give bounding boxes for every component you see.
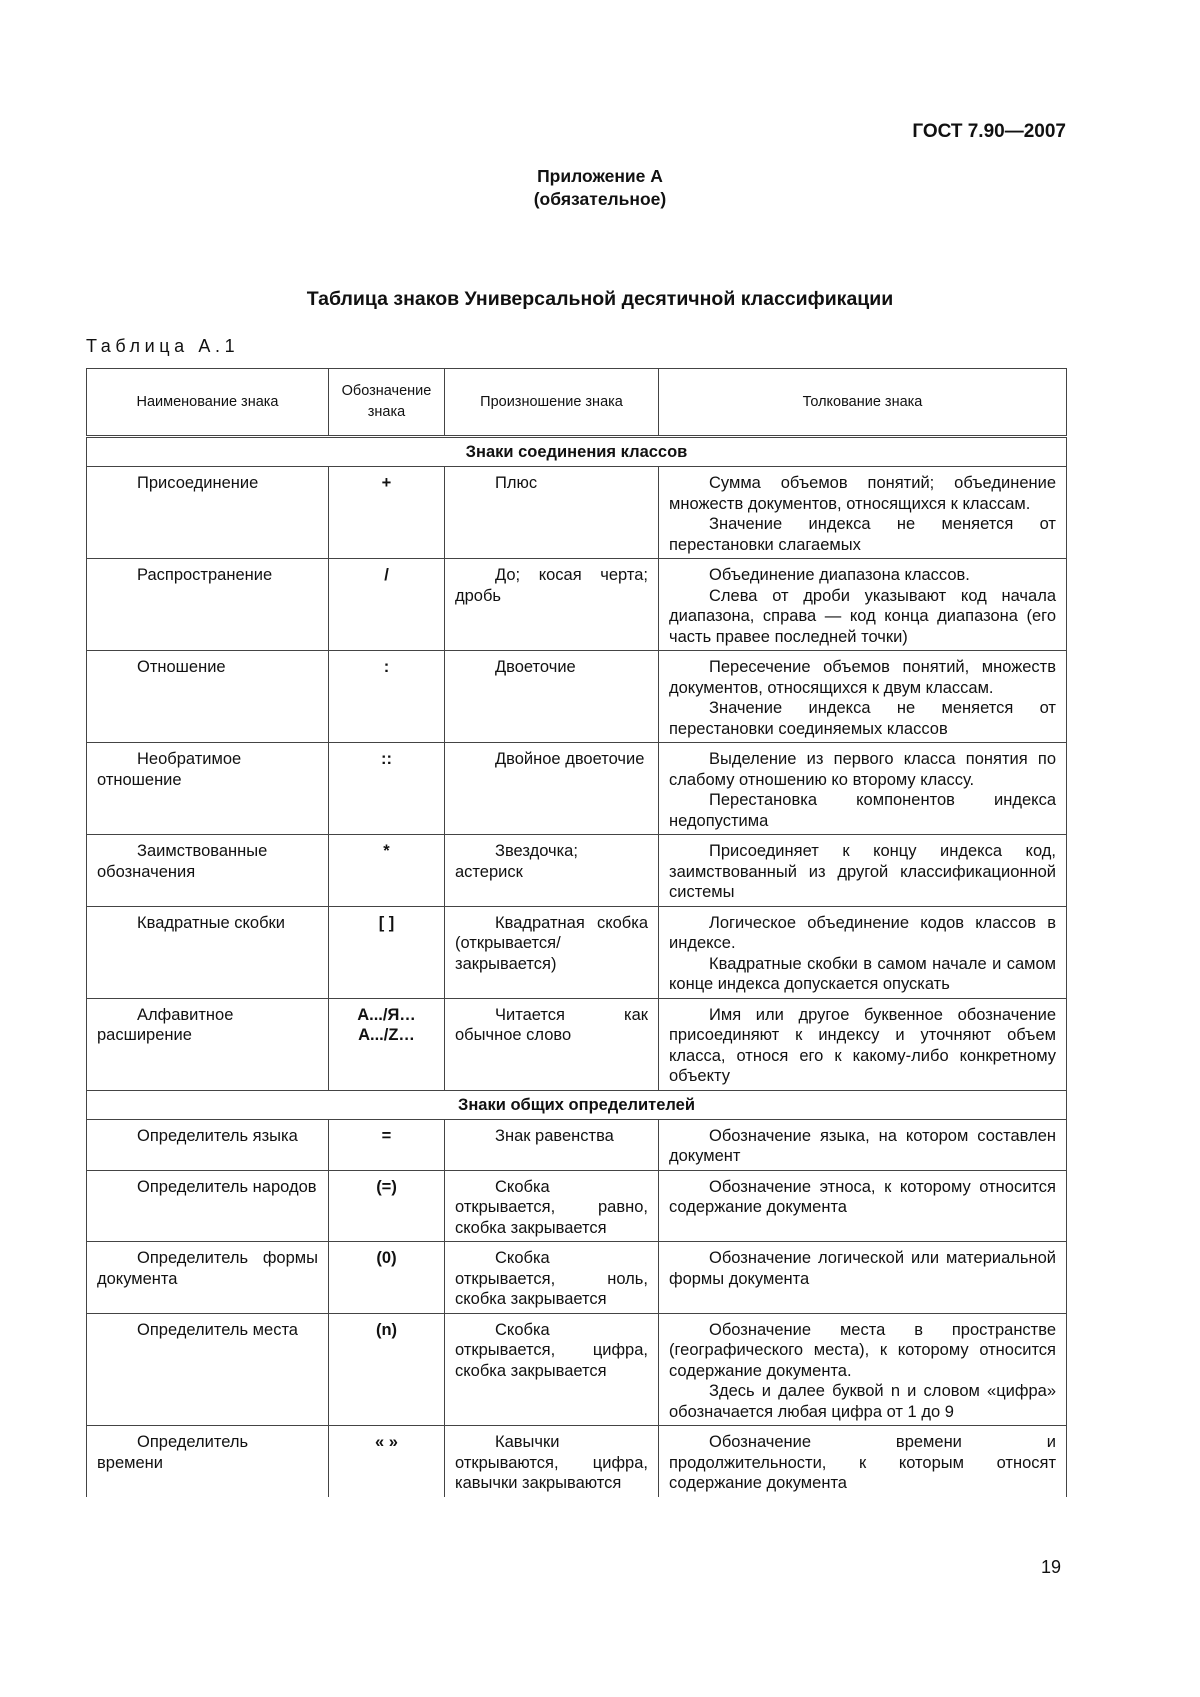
sign-symbol-cell [329,467,445,559]
sign-symbol-cell [329,1242,445,1314]
sign-pronunciation: Скобка открывается, цифра, скобка закрывается [455,1320,648,1380]
sign-symbol: А.../Z… [358,1026,415,1044]
sign-interpretation-paragraph: Значение индекса не меняется от перестановки слагаемых [669,515,1056,554]
sign-interpretation-cell [659,743,1067,835]
sign-symbol: :: [381,750,392,768]
appendix-note: (обязательное) [533,189,667,209]
section-header-row [87,437,1067,467]
table-row [87,1242,1067,1314]
sign-name-cell [87,835,329,907]
sign-name-cell [87,1119,329,1170]
sign-pronunciation: Квадратная скобка (открывается/закрывается) [455,913,648,973]
sign-symbol: + [381,474,392,492]
sign-interpretation-paragraph: Здесь и далее буквой n и словом «цифра» обозначается любая цифра от 1 до 9 [669,1382,1056,1421]
sign-pronunciation: Читается как обычное слово [455,1005,648,1044]
sign-name: Присоединение [137,474,259,492]
sign-pronunciation-cell [445,998,659,1090]
sign-interpretation-paragraph: Обозначение места в пространстве (географического места), к которому относится содержание документа. [669,1320,1056,1380]
sign-interpretation-cell [659,1426,1067,1497]
sign-symbol-cell [329,1170,445,1242]
sign-pronunciation-cell [445,1170,659,1242]
sign-name: Заимствованные обозначения [97,842,268,881]
sign-symbol-cell [329,1426,445,1497]
sign-interpretation-cell [659,1170,1067,1242]
sign-name-cell [87,1170,329,1242]
sign-pronunciation-cell [445,467,659,559]
sign-name: Определитель времени [97,1433,249,1472]
sign-pronunciation: Скобка открывается, ноль, скобка закрывается [455,1249,648,1308]
sign-pronunciation-cell [445,651,659,743]
table-row [87,559,1067,651]
sign-name-cell [87,559,329,651]
sign-interpretation-paragraph: Слева от дроби указывают код начала диапазона, справа — код конца диапазона (его часть правее последней точки) [669,586,1056,646]
sign-interpretation-paragraph: Квадратные скобки в самом начале и самом конце индекса допускается опускать [669,954,1056,993]
sign-symbol: = [381,1126,392,1145]
sign-interpretation-cell [659,906,1067,998]
sign-interpretation-cell [659,1313,1067,1426]
table-row [87,1426,1067,1497]
sign-interpretation-paragraph: Присоединяет к концу индекса код, заимствованный из другой классификационной системы [669,842,1056,901]
sign-symbol: (0) [376,1249,397,1267]
column-header-pronunciation: Произношение знака [445,369,659,437]
sign-symbol-cell [329,651,445,743]
column-header-interpretation: Толкование знака [659,369,1067,437]
sign-interpretation-paragraph: Обозначение языка, на котором составлен документ [669,1126,1056,1165]
table-title: Таблица знаков Универсальной десятичной классификации [306,288,894,310]
sign-name: Квадратные скобки [137,913,285,932]
sign-pronunciation-cell [445,835,659,907]
sign-name-cell [87,1313,329,1426]
sign-symbol: (=) [376,1177,397,1196]
sign-name-cell [87,467,329,559]
sign-interpretation-paragraph: Обозначение логической или материальной формы документа [669,1249,1056,1288]
symbols-table [86,368,1067,1497]
sign-pronunciation: Звездочка; астериск [455,842,578,881]
table-row [87,835,1067,907]
sign-interpretation-cell [659,1242,1067,1314]
sign-symbol: / [384,566,389,584]
table-label: Таблица А.1 [86,336,240,356]
table-row [87,1170,1067,1242]
table-row [87,998,1067,1090]
sign-symbol: « » [375,1433,398,1451]
sign-interpretation-paragraph: Обозначение этноса, к которому относится содержание документа [669,1177,1056,1216]
sign-name-cell [87,743,329,835]
table-header-row [87,369,1067,437]
section-title: Знаки общих определителей [87,1090,1067,1119]
sign-symbol: : [383,658,390,676]
sign-name: Определитель места [137,1320,298,1339]
table-row [87,906,1067,998]
table-row [87,1313,1067,1426]
section-title: Знаки соединения классов [87,437,1067,467]
sign-name-cell [87,1242,329,1314]
sign-pronunciation-cell [445,906,659,998]
sign-name: Распространение [137,566,273,584]
sign-pronunciation: Кавычки открываются, цифра, кавычки закрываются [455,1433,648,1492]
sign-name-cell [87,998,329,1090]
sign-symbol: А.../Я… [357,1005,416,1024]
sign-symbol-cell [329,1119,445,1170]
sign-pronunciation: Двоеточие [495,658,576,676]
sign-interpretation-cell [659,467,1067,559]
sign-name-cell [87,906,329,998]
sign-interpretation-cell [659,651,1067,743]
sign-interpretation-paragraph: Логическое объединение кодов классов в индексе. [669,913,1056,952]
sign-name: Алфавитное расширение [97,1005,234,1044]
sign-symbol: (n) [375,1320,398,1339]
section-header-row [87,1090,1067,1119]
table-row [87,467,1067,559]
sign-name-cell [87,651,329,743]
sign-interpretation-paragraph: Выделение из первого класса понятия по слабому отношению ко второму классу. [669,750,1056,789]
sign-pronunciation-cell [445,559,659,651]
sign-interpretation-paragraph: Обозначение времени и продолжительности, к которым относят содержание документа [669,1433,1056,1492]
standard-code: ГОСТ 7.90—2007 [912,121,1066,142]
sign-name: Необратимое отношение [97,750,242,789]
sign-interpretation-paragraph: Перестановка компонентов индекса недопустима [669,791,1056,830]
sign-interpretation-paragraph: Имя или другое буквенное обозначение присоединяют к индексу и уточняют объем класса, относя его к какому-либо конкретному объекту [669,1005,1056,1085]
sign-pronunciation-cell [445,1426,659,1497]
sign-pronunciation: Двойное двоеточие [495,750,645,768]
sign-name: Определитель народов [137,1177,317,1196]
sign-pronunciation: До; косая черта; дробь [455,566,648,605]
sign-interpretation-cell [659,1119,1067,1170]
sign-pronunciation: Скобка открывается, равно, скобка закрывается [455,1177,648,1237]
table-row [87,1119,1067,1170]
sign-symbol: [ ] [378,913,395,932]
sign-pronunciation: Знак равенства [495,1126,614,1145]
sign-interpretation-cell [659,835,1067,907]
page-number: 19 [1040,1557,1061,1577]
sign-pronunciation-cell [445,1242,659,1314]
sign-name: Определитель формы документа [97,1249,318,1288]
sign-symbol-cell [329,559,445,651]
sign-pronunciation-cell [445,743,659,835]
sign-name-cell [87,1426,329,1497]
sign-name: Определитель языка [137,1126,298,1145]
column-header-name: Наименование знака [87,369,329,437]
sign-pronunciation: Плюс [495,474,538,492]
sign-pronunciation-cell [445,1313,659,1426]
table-row [87,651,1067,743]
sign-symbol-cell [329,998,445,1090]
sign-name: Отношение [137,658,226,676]
sign-symbol-cell [329,835,445,907]
column-header-symbol: Обозначение знака [329,369,445,437]
table-row [87,743,1067,835]
sign-interpretation-paragraph: Объединение диапазона классов. [709,566,970,584]
sign-interpretation-cell [659,559,1067,651]
sign-interpretation-paragraph: Сумма объемов понятий; объединение множеств документов, относящихся к классам. [669,474,1056,513]
sign-interpretation-cell [659,998,1067,1090]
sign-symbol-cell [329,1313,445,1426]
sign-symbol: * [383,842,390,860]
sign-interpretation-paragraph: Пересечение объемов понятий, множеств документов, относящихся к двум классам. [669,658,1056,697]
sign-symbol-cell [329,906,445,998]
appendix-title: Приложение А [537,166,663,186]
sign-interpretation-paragraph: Значение индекса не меняется от перестановки соединяемых классов [669,699,1056,738]
sign-symbol-cell [329,743,445,835]
sign-pronunciation-cell [445,1119,659,1170]
